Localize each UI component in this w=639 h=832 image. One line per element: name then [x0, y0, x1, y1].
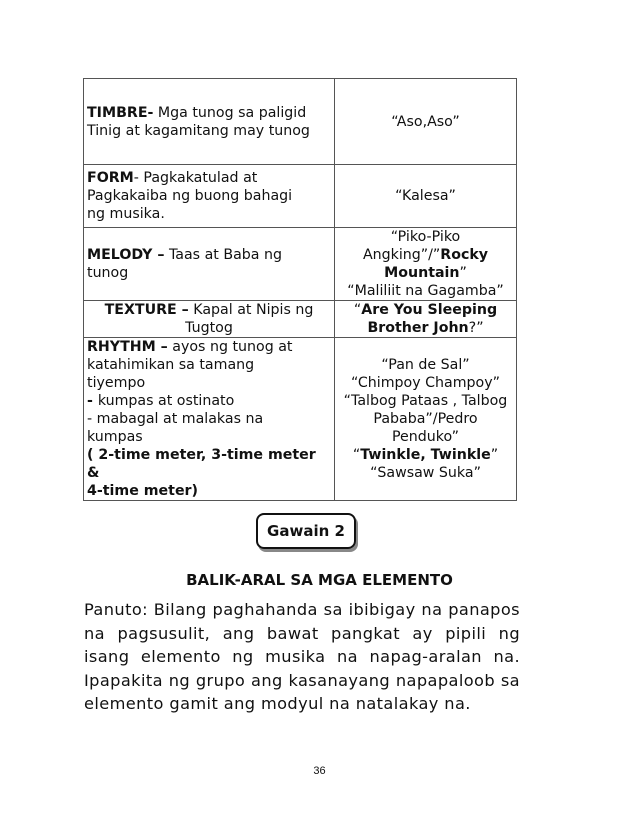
text-run: Brother John: [367, 320, 469, 336]
song-line: [338, 187, 513, 205]
song-line: [338, 446, 513, 464]
text-run: TIMBRE-: [87, 104, 154, 121]
text-run: MELODY –: [87, 247, 165, 263]
table-row: [84, 79, 517, 165]
text-run: Rocky: [440, 247, 489, 263]
text-run: “Maliliit na Gagamba”: [347, 283, 504, 299]
text-run: Mountain: [384, 265, 460, 281]
element-line: [87, 319, 331, 337]
text-run: “Pan de Sal”: [381, 357, 470, 373]
element-line: [87, 104, 331, 122]
text-run: kumpas at ostinato: [97, 393, 235, 409]
song-line: [338, 464, 513, 482]
text-run: “Kalesa”: [395, 188, 456, 204]
song-line: [338, 410, 513, 428]
element-line: [87, 428, 331, 446]
table-row: [84, 228, 517, 301]
text-run: FORM: [87, 170, 134, 186]
song-line: [338, 301, 513, 319]
song-cell: [335, 228, 517, 301]
text-run: Tinig at kagamitang may tunog: [87, 122, 310, 139]
text-run: -: [87, 393, 98, 409]
text-run: ”: [490, 447, 499, 463]
element-cell: [84, 338, 335, 501]
element-line: [87, 356, 331, 374]
element-line: [87, 122, 331, 140]
element-line: [87, 338, 331, 356]
text-run: RHYTHM –: [87, 339, 168, 355]
text-run: “Talbog Pataas , Talbog: [343, 393, 508, 409]
song-line: [338, 264, 513, 282]
text-run: ( 2-time meter, 3-time meter &: [87, 447, 316, 481]
text-run: “Chimpoy Champoy”: [351, 375, 500, 391]
activity-label-box: [256, 513, 356, 549]
element-cell: [84, 301, 335, 338]
element-line: [87, 264, 331, 282]
song-line: [338, 374, 513, 392]
element-cell: [84, 165, 335, 228]
song-line: [338, 113, 513, 131]
song-line: [338, 356, 513, 374]
text-run: Mga tunog sa paligid: [153, 104, 307, 121]
text-run: TEXTURE –: [104, 302, 189, 318]
element-cell: [84, 228, 335, 301]
text-run: - Pagkakatulad at: [133, 170, 258, 186]
text-run: katahimikan sa tamang: [87, 357, 255, 373]
element-line: [87, 446, 331, 482]
text-run: tiyempo: [87, 375, 146, 391]
text-run: Are You Sleeping: [361, 302, 498, 318]
text-run: Tugtog: [185, 320, 233, 336]
table-row: [84, 165, 517, 228]
text-run: ayos ng tunog at: [167, 339, 293, 355]
element-line: [87, 374, 331, 392]
element-line: [87, 392, 331, 410]
element-line: [87, 187, 331, 205]
element-cell: [84, 79, 335, 165]
song-line: [338, 428, 513, 446]
song-cell: [335, 79, 517, 165]
text-run: “: [353, 302, 362, 318]
element-line: [87, 410, 331, 428]
text-run: Pagkakaiba ng buong bahagi: [87, 188, 293, 204]
text-run: tunog: [87, 265, 129, 281]
text-run: “Aso,Aso”: [391, 113, 460, 130]
element-line: [87, 301, 331, 319]
text-run: kumpas: [87, 429, 143, 445]
music-elements-table: [83, 78, 517, 501]
instructions-paragraph: Panuto: Bilang paghahanda sa ibibigay na panapos na pagsusulit, ang bawat pangkat ay pipili ng isang elemento ng musika na napag-aralan na. Ipapakita ng grupo ang kasanayang napapaloob sa elemento gamit ang modyul na natalakay na.: [84, 600, 520, 714]
song-line: [338, 246, 513, 264]
song-cell: [335, 165, 517, 228]
table-row: [84, 301, 517, 338]
element-line: [87, 246, 331, 264]
text-run: ”: [459, 265, 467, 281]
text-run: Taas at Baba ng: [164, 247, 282, 263]
song-line: [338, 228, 513, 246]
element-line: [87, 482, 331, 500]
text-run: - mabagal at malakas na: [87, 411, 264, 427]
text-run: Twinkle, Twinkle: [360, 447, 491, 463]
song-line: [338, 319, 513, 337]
text-run: “: [352, 447, 361, 463]
text-run: Kapal at Nipis ng: [188, 302, 314, 318]
text-run: “Piko-Piko: [390, 229, 461, 245]
text-run: Angking”/”: [362, 247, 441, 263]
element-line: [87, 205, 331, 223]
text-run: ng musika.: [87, 206, 165, 222]
activity-label: Gawain 2: [267, 522, 345, 540]
table-row: [84, 338, 517, 501]
text-run: Pababa”/Pedro: [373, 411, 478, 427]
element-line: [87, 169, 331, 187]
page-number: 36: [313, 765, 326, 777]
song-line: [338, 392, 513, 410]
song-cell: [335, 338, 517, 501]
text-run: ?”: [468, 320, 484, 336]
song-line: [338, 282, 513, 300]
section-heading: BALIK-ARAL SA MGA ELEMENTO: [186, 571, 453, 589]
song-cell: [335, 301, 517, 338]
text-run: “Sawsaw Suka”: [370, 465, 481, 481]
text-run: 4-time meter): [87, 483, 199, 499]
text-run: Penduko”: [391, 429, 459, 445]
